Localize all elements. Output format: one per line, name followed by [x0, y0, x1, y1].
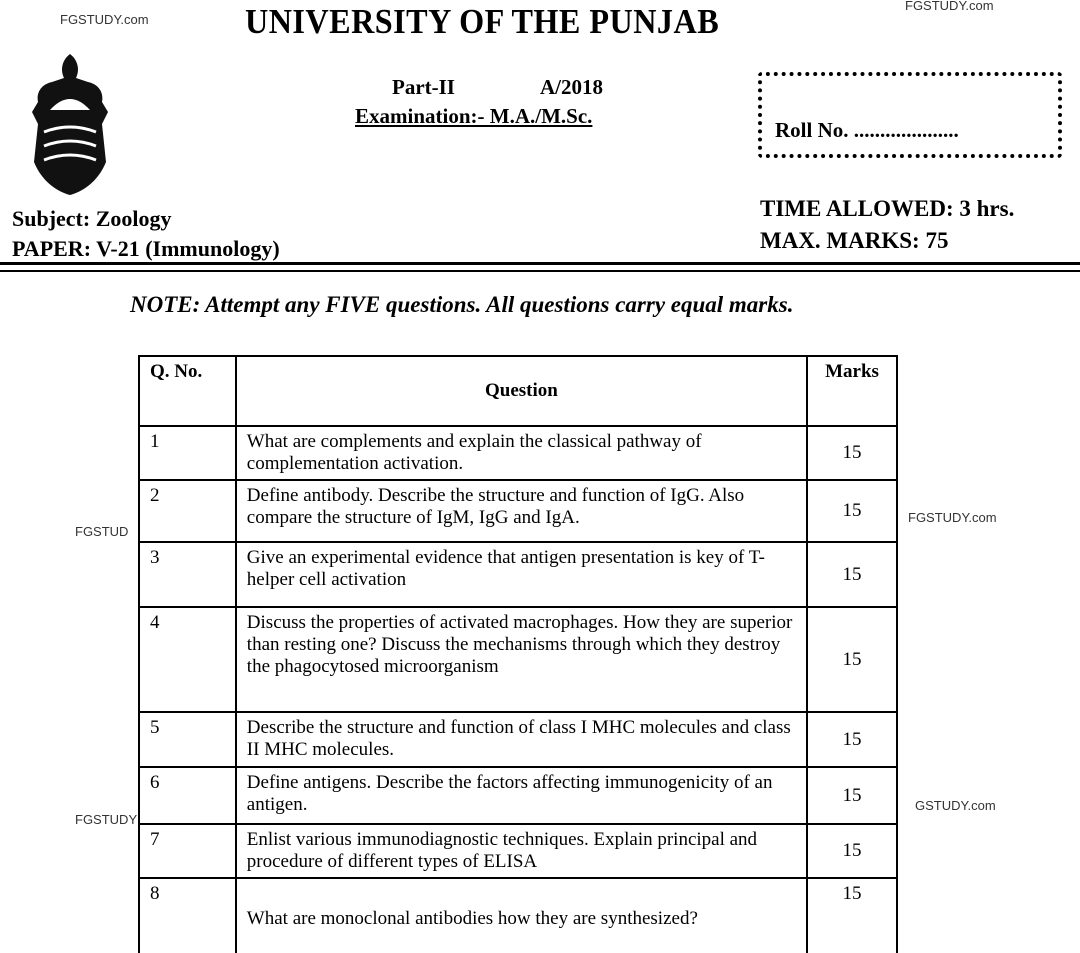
question-number: 1	[139, 426, 236, 480]
question-text: What are monoclonal antibodies how they are synthesized?	[236, 878, 807, 953]
table-row	[139, 712, 897, 767]
table-row	[139, 480, 897, 542]
question-number: 2	[139, 480, 236, 542]
question-marks: 15	[807, 480, 897, 542]
questions-table	[138, 355, 898, 953]
table-row	[139, 824, 897, 878]
university-crest-icon	[22, 52, 118, 197]
question-number: 8	[139, 878, 236, 953]
question-text: What are complements and explain the classical pathway of complementation activation.	[236, 426, 807, 480]
watermark: FGSTUDY	[75, 812, 138, 827]
question-text: Give an experimental evidence that antigen presentation is key of T-helper cell activation	[236, 542, 807, 607]
question-marks: 15	[807, 542, 897, 607]
watermark: GSTUDY.com	[915, 798, 996, 813]
question-marks: 15	[807, 824, 897, 878]
header-divider	[0, 262, 1080, 272]
instructions-note: NOTE: Attempt any FIVE questions. All questions carry equal marks.	[130, 292, 794, 317]
examination-title: Examination:- M.A./M.Sc.	[355, 104, 593, 128]
paper: PAPER: V-21 (Immunology)	[12, 236, 280, 261]
max-marks: MAX. MARKS: 75	[760, 228, 949, 253]
watermark: FGSTUDY.com	[60, 12, 149, 27]
watermark: FGSTUDY.com	[905, 0, 994, 13]
table-row	[139, 607, 897, 712]
question-marks: 15	[807, 767, 897, 824]
header-qno: Q. No.	[139, 356, 236, 426]
table-row	[139, 878, 897, 953]
watermark: FGSTUDY.com	[908, 510, 997, 525]
question-number: 4	[139, 607, 236, 712]
question-number: 5	[139, 712, 236, 767]
table-header-row	[139, 356, 897, 426]
table-row	[139, 542, 897, 607]
question-number: 7	[139, 824, 236, 878]
table-row	[139, 767, 897, 824]
question-marks: 15	[807, 878, 897, 953]
question-number: 3	[139, 542, 236, 607]
subject: Subject: Zoology	[12, 206, 172, 231]
header-marks: Marks	[807, 356, 897, 426]
exam-part: Part-II	[392, 75, 455, 99]
question-marks: 15	[807, 426, 897, 480]
time-allowed: TIME ALLOWED: 3 hrs.	[760, 196, 1015, 221]
roll-number-field: Roll No. ....................	[775, 118, 959, 142]
question-text: Define antibody. Describe the structure and function of IgG. Also compare the structure of IgM, IgG and IgA.	[236, 480, 807, 542]
question-text: Define antigens. Describe the factors affecting immunogenicity of an antigen.	[236, 767, 807, 824]
university-title: UNIVERSITY OF THE PUNJAB	[245, 2, 720, 41]
question-text: Discuss the properties of activated macrophages. How they are superior than resting one? Discuss the mechanisms through which they destroy the phagocytosed microorganism	[236, 607, 807, 712]
roll-number-box	[758, 72, 1062, 158]
question-text: Enlist various immunodiagnostic techniques. Explain principal and procedure of different types of ELISA	[236, 824, 807, 878]
question-marks: 15	[807, 712, 897, 767]
question-number: 6	[139, 767, 236, 824]
watermark: FGSTUD	[75, 524, 129, 539]
header-question: Question	[236, 356, 807, 426]
question-marks: 15	[807, 607, 897, 712]
exam-session: A/2018	[540, 75, 603, 99]
question-text: Describe the structure and function of class I MHC molecules and class II MHC molecules.	[236, 712, 807, 767]
table-row	[139, 426, 897, 480]
